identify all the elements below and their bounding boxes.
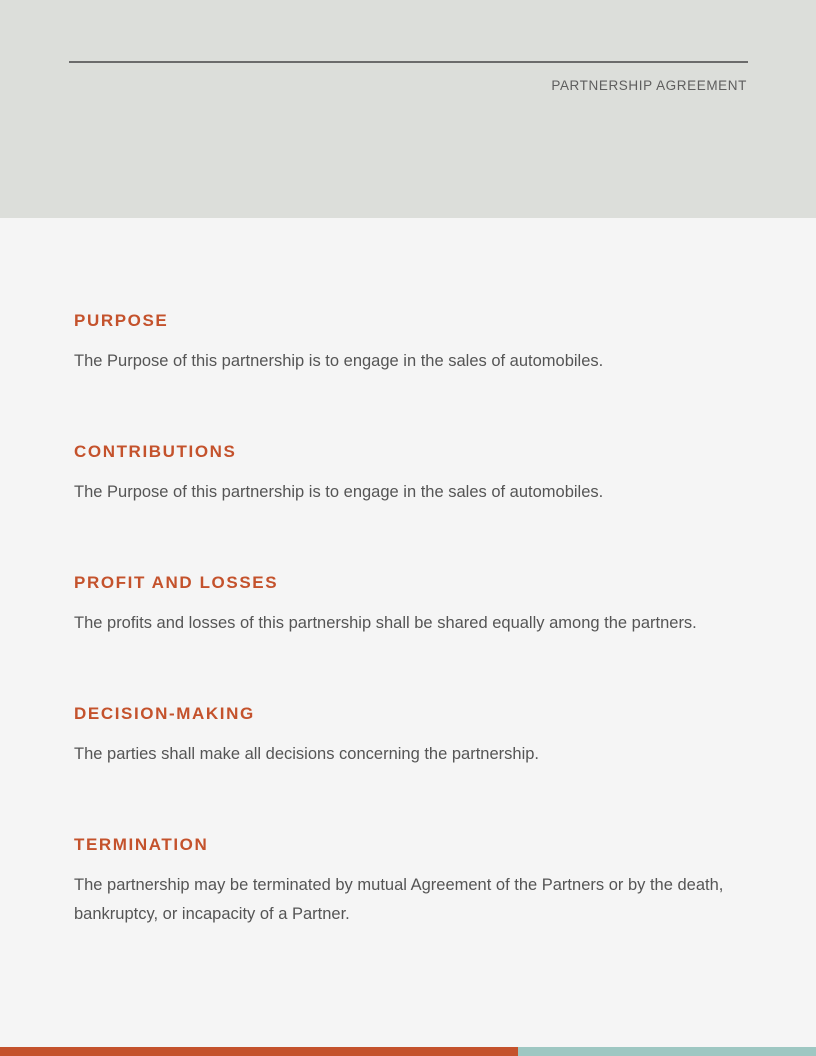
section-heading: TERMINATION	[74, 835, 209, 854]
section-body: The parties shall make all decisions concerning the partnership.	[74, 745, 539, 763]
section-termination	[74, 835, 734, 929]
section-heading: CONTRIBUTIONS	[74, 442, 237, 461]
header-band	[0, 0, 816, 218]
document-title: PARTNERSHIP AGREEMENT	[551, 78, 747, 93]
section-contributions	[74, 442, 734, 507]
section-body: The profits and losses of this partnership shall be shared equally among the partners.	[74, 614, 697, 632]
section-heading: PURPOSE	[74, 311, 169, 330]
section-heading: PROFIT AND LOSSES	[74, 573, 279, 592]
section-body: The Purpose of this partnership is to engage in the sales of automobiles.	[74, 352, 604, 370]
footer-teal-bar	[518, 1047, 816, 1056]
header-divider	[69, 61, 748, 63]
footer-accent-bar	[0, 1047, 518, 1056]
section-purpose	[74, 311, 734, 376]
section-heading: DECISION-MAKING	[74, 704, 255, 723]
section-body: The partnership may be terminated by mutual Agreement of the Partners or by the death, bankruptcy, or incapacity of a Partner.	[74, 876, 724, 923]
section-decision-making	[74, 704, 734, 769]
section-profit-and-losses	[74, 573, 734, 638]
section-body: The Purpose of this partnership is to engage in the sales of automobiles.	[74, 483, 604, 501]
